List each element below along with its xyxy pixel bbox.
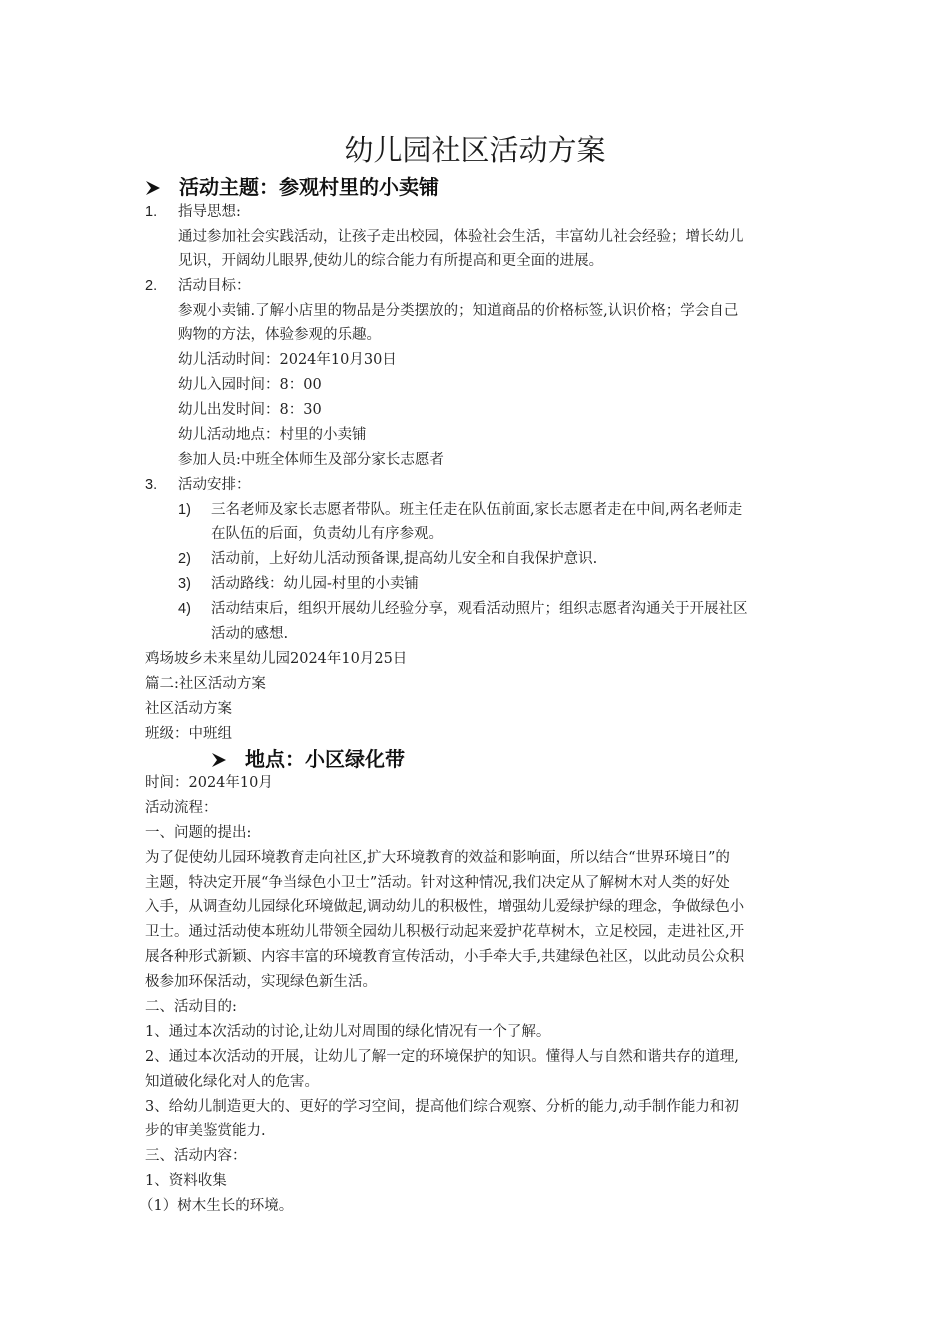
text-line: 3、给幼儿制造更大的、更好的学习空间，提高他们综合观察、分析的能力,动手制作能力和初 [145,1099,739,1115]
text-line: 活动结束后，组织开展幼儿经验分享，观看活动照片；组织志愿者沟通关于开展社区 [211,601,748,617]
part-label: 篇二:社区活动方案 [145,676,266,692]
arrow-bullet-icon [211,746,229,772]
text-line: 1、通过本次活动的讨论,让幼儿对周围的绿化情况有一个了解。 [145,1024,551,1040]
text-line: 活动前，上好幼儿活动预备课,提高幼儿安全和自我保护意识. [211,551,598,567]
text-line: 为了促使幼儿园环境教育走向社区,扩大环境教育的效益和影响面，所以结合“世界环境日”的 [145,850,730,866]
text-line: 展各种形式新颖、内容丰富的环境教育宣传活动，小手牵大手,共建绿色社区，以此动员公众积 [145,949,745,965]
sublist-number: 2) [178,551,191,567]
text-line: 2、通过本次活动的开展，让幼儿了解一定的环境保护的知识。懂得人与自然和谐共存的道理, [145,1049,739,1065]
section-heading-location [211,746,405,772]
text-line: 步的审美鉴赏能力. [145,1123,266,1139]
text-line: 幼儿活动地点：村里的小卖铺 [178,427,367,443]
section-heading-text: 地点：小区绿化带 [245,747,405,771]
text-line: 1、资料收集 [145,1173,227,1189]
text-line: 购物的方法，体验参观的乐趣。 [178,327,381,343]
class-line: 班级：中班组 [145,726,232,742]
text-line: 参加人员:中班全体师生及部分家长志愿者 [178,452,444,468]
signature-line: 鸡场坡乡未来星幼儿园2024年10月25日 [145,651,408,667]
text-line: 知道破化绿化对人的危害。 [145,1074,319,1090]
text-line: 三名老师及家长志愿者带队。班主任走在队伍前面,家长志愿者走在中间,两名老师走 [211,502,743,518]
text-line: 主题，特决定开展“争当绿色小卫士”活动。针对这种情况,我们决定从了解树木对人类的好处 [145,875,730,891]
text-line: 极参加环保活动，实现绿色新生活。 [145,974,377,990]
sublist-number: 4) [178,601,191,617]
text-line: 入手，从调查幼儿园绿化环境做起,调动幼儿的积极性，增强幼儿爱绿护绿的理念，争做绿色小 [145,899,745,915]
text-line: 见识，开阔幼儿眼界,使幼儿的综合能力有所提高和更全面的进展。 [178,253,604,269]
list-item-label: 指导思想: [178,204,241,220]
text-line: 幼儿活动时间：2024年10月30日 [178,352,397,368]
text-line: 活动的感想. [211,626,289,642]
text-line: （1）树木生长的环境。 [139,1198,294,1214]
process-label: 活动流程： [145,800,218,816]
text-line: 卫士。通过活动使本班幼儿带领全园幼儿积极行动起来爱护花草树木，立足校园，走进社区,开 [145,924,745,940]
subsection-heading: 三、活动内容： [145,1148,247,1164]
sublist-number: 3) [178,576,191,592]
text-line: 幼儿入园时间：8：00 [178,377,322,393]
text-line: 幼儿出发时间：8：30 [178,402,322,418]
text-line: 通过参加社会实践活动，让孩子走出校园，体验社会生活，丰富幼儿社会经验；增长幼儿 [178,229,744,245]
time-line: 时间：2024年10月 [145,775,273,791]
subsection-heading: 二、活动目的: [145,999,237,1015]
list-item-label: 活动目标： [178,278,251,294]
list-number: 1. [145,204,158,220]
subtitle: 社区活动方案 [145,701,232,717]
text-line: 参观小卖铺.了解小店里的物品是分类摆放的；知道商品的价格标签,认识价格；学会自己 [178,303,739,319]
list-item-label: 活动安排： [178,477,251,493]
section-heading-theme [145,174,439,200]
arrow-bullet-icon [145,174,163,200]
section-heading-text: 活动主题：参观村里的小卖铺 [179,175,439,199]
list-number: 2. [145,278,158,294]
text-line: 活动路线：幼儿园-村里的小卖铺 [211,576,419,592]
document-title: 幼儿园社区活动方案 [344,133,606,167]
sublist-number: 1) [178,502,191,518]
list-number: 3. [145,477,158,493]
subsection-heading: 一、问题的提出: [145,825,252,841]
text-line: 在队伍的后面，负责幼儿有序参观。 [211,526,443,542]
